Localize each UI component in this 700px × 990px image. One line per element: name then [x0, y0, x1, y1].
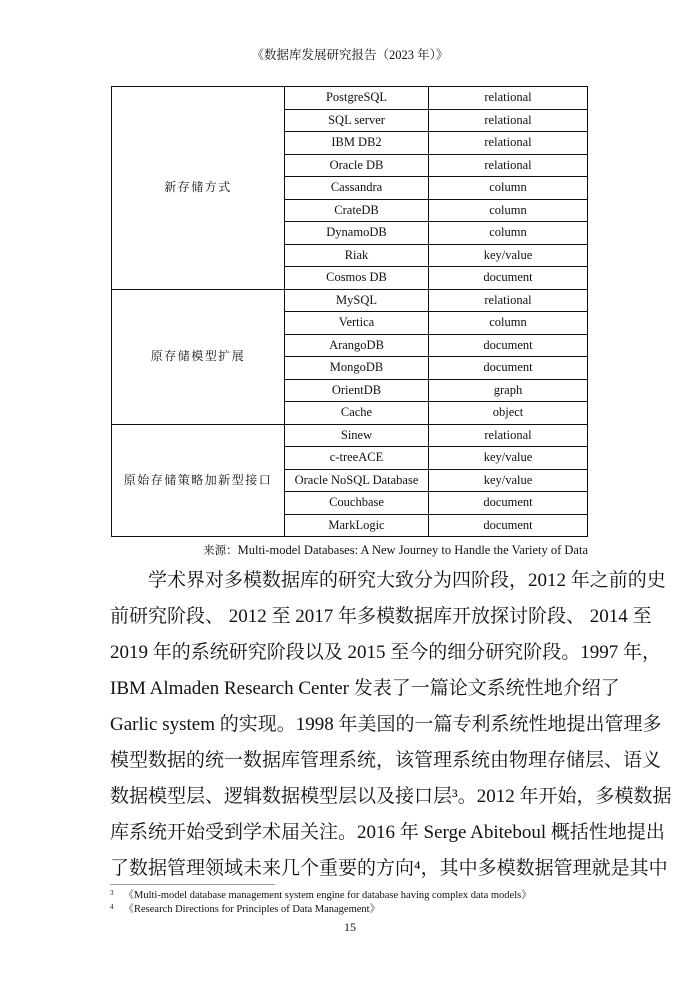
paragraph-line: 模型数据的统一数据库管理系统，该管理系统由物理存储层、语义	[110, 750, 662, 771]
database-name: Sinew	[285, 424, 429, 447]
database-name: OrientDB	[285, 379, 429, 402]
data-model: document	[429, 492, 588, 515]
table-row	[112, 87, 588, 110]
table-row	[112, 424, 588, 447]
database-name: ArangoDB	[285, 334, 429, 357]
paragraph-line: 了数据管理领域未来几个重要的方向⁴，其中多模数据管理就是其中	[110, 858, 668, 879]
paragraph-line: 前研究阶段、 2012 至 2017 年多模数据库开放探讨阶段、 2014 至	[110, 606, 652, 627]
database-classification-table	[111, 86, 588, 537]
database-name: Riak	[285, 244, 429, 267]
group-label: 原始存储策略加新型接口	[112, 424, 285, 537]
footnote-text: 《Multi-model database management system engine for database having complex data models》	[123, 890, 532, 901]
source-label: 来源：	[203, 543, 238, 557]
database-name: Oracle DB	[285, 154, 429, 177]
data-model: relational	[429, 109, 588, 132]
data-model: relational	[429, 132, 588, 155]
database-name: Cache	[285, 402, 429, 425]
paragraph-line: IBM Almaden Research Center 发表了一篇论文系统性地介绍了	[110, 678, 620, 699]
table-row	[112, 289, 588, 312]
data-model: relational	[429, 87, 588, 110]
database-name: Couchbase	[285, 492, 429, 515]
data-model: document	[429, 357, 588, 380]
database-name: MySQL	[285, 289, 429, 312]
data-model: key/value	[429, 244, 588, 267]
table-source	[203, 543, 588, 558]
database-name: CrateDB	[285, 199, 429, 222]
data-model: key/value	[429, 447, 588, 470]
data-model: column	[429, 312, 588, 335]
page-header: 《数据库发展研究报告（2023 年）》	[251, 48, 449, 62]
data-model: column	[429, 199, 588, 222]
data-model: relational	[429, 154, 588, 177]
database-name: PostgreSQL	[285, 87, 429, 110]
footnote-mark: 4	[110, 903, 114, 911]
database-name: DynamoDB	[285, 222, 429, 245]
database-name: IBM DB2	[285, 132, 429, 155]
database-name: c-treeACE	[285, 447, 429, 470]
data-model: document	[429, 334, 588, 357]
footnote-4	[110, 904, 380, 916]
data-model: column	[429, 177, 588, 200]
paragraph-line: 2019 年的系统研究阶段以及 2015 至今的细分研究阶段。1997 年，	[110, 642, 662, 663]
page-number: 15	[344, 920, 356, 934]
database-name: Vertica	[285, 312, 429, 335]
data-model: column	[429, 222, 588, 245]
body-paragraph	[110, 570, 672, 894]
database-name: Oracle NoSQL Database	[285, 469, 429, 492]
footnote-3	[110, 890, 532, 902]
paragraph-line: Garlic system 的实现。1998 年美国的一篇专利系统性地提出管理多	[110, 714, 662, 735]
database-name: Cassandra	[285, 177, 429, 200]
footnote-separator	[110, 884, 275, 885]
database-name: MarkLogic	[285, 514, 429, 537]
paragraph-line: 库系统开始受到学术届关注。2016 年 Serge Abiteboul 概括性地提出	[110, 822, 665, 843]
data-model: relational	[429, 289, 588, 312]
data-model: key/value	[429, 469, 588, 492]
database-name: SQL server	[285, 109, 429, 132]
data-model: object	[429, 402, 588, 425]
paragraph-line: 数据模型层、逻辑数据模型层以及接口层³。2012 年开始，多模数据	[110, 786, 672, 807]
group-label: 原存储模型扩展	[112, 289, 285, 424]
group-label: 新存储方式	[112, 87, 285, 290]
data-model: document	[429, 514, 588, 537]
footnote-mark: 3	[110, 889, 114, 897]
paragraph-line: 学术界对多模数据库的研究大致分为四阶段，2012 年之前的史	[148, 570, 666, 591]
footnote-text: 《Research Directions for Principles of Data Management》	[123, 904, 381, 915]
source-text: Multi-model Databases: A New Journey to Handle the Variety of Data	[237, 543, 588, 557]
data-model: graph	[429, 379, 588, 402]
data-model: document	[429, 267, 588, 290]
data-model: relational	[429, 424, 588, 447]
database-name: MongoDB	[285, 357, 429, 380]
database-name: Cosmos DB	[285, 267, 429, 290]
